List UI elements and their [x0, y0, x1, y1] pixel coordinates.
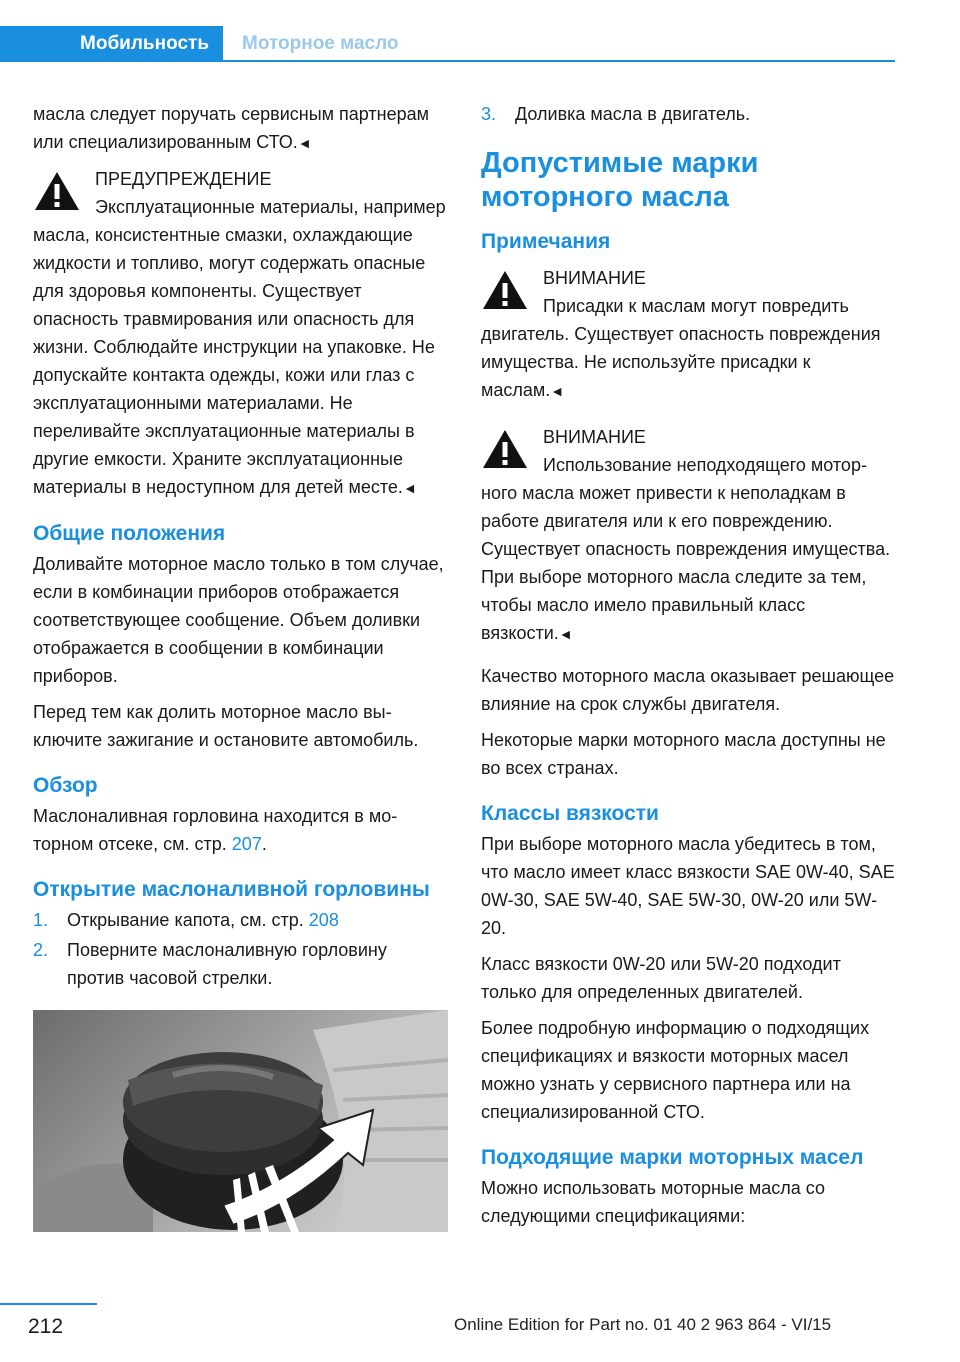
general-paragraph-1: Доливайте моторное масло только в том случае, если в комбинации приборов отображается соответствующее сообщение. Объем доливки отображается в сообщении в комбинации приборов. — [33, 554, 444, 686]
page-link-207[interactable]: 207 — [231, 834, 262, 854]
overview-paragraph: Маслоналивная горловина находится в моторном отсеке, см. стр. 207. — [33, 806, 398, 854]
header-rule — [223, 60, 895, 62]
quality-paragraph: Качество моторного масла оказывает решающее влияние на срок службы двигателя. — [481, 666, 895, 714]
caution-box — [481, 264, 896, 405]
chapter-tab[interactable]: Мобильность — [0, 26, 223, 62]
left-column — [33, 100, 448, 1232]
general-heading: Общие положения — [33, 522, 226, 545]
suitable-oils-paragraph: Можно использовать моторные масла со следующими спецификациями: — [481, 1178, 826, 1226]
section-tab[interactable]: Моторное масло — [242, 33, 399, 54]
intro-paragraph: масла следует поручать сервисным партнерам или специализированным СТО.◄ — [33, 104, 430, 152]
end-mark: ◄ — [558, 626, 573, 642]
warning-title: ПРЕДУПРЕЖДЕНИЕ — [95, 169, 272, 189]
caution-box — [481, 423, 896, 648]
warning-triangle-icon — [33, 169, 81, 213]
caution-title: ВНИМАНИЕ — [543, 268, 646, 288]
availability-paragraph: Некоторые марки моторного масла доступны не во всех странах. — [481, 730, 886, 778]
page-link-208[interactable]: 208 — [308, 910, 339, 930]
footer-rule — [0, 1303, 97, 1305]
list-number: 2. — [33, 940, 49, 960]
caution-text: Присадки к маслам могут повредить двигатель. Существует опасность повреждения имущества. Не используйте присадки к маслам. — [481, 296, 881, 400]
notes-heading: Примечания — [481, 230, 611, 253]
general-paragraph-2: Перед тем как долить моторное масло выключите зажигание и остановите автомобиль. — [33, 702, 419, 750]
section-heading: Допустимые марки моторного масла — [481, 147, 759, 213]
footer-edition: Online Edition for Part no. 01 40 2 963 864 - VI/15 — [454, 1315, 832, 1334]
viscosity-paragraph-2: Класс вязкости 0W-20 или 5W-20 подходит только для определенных двигателей. — [481, 954, 841, 1002]
end-mark: ◄ — [402, 480, 417, 496]
caution-text: Использование неподходящего моторного масла может привести к неполадкам в работе двигателя или к его повреждению. Существует опасность повреждения имущества. При выборе моторного масла следите за тем, чтобы масло имело правильный класс вязкости. — [481, 455, 891, 643]
viscosity-paragraph-1: При выборе моторного масла убедитесь в том, что масло имеет класс вязкости SAE 0W-40, SAE 0W-30, SAE 5W-40, SAE 5W-30, 0W-20 или 5W-20. — [481, 834, 895, 938]
opening-heading: Открытие маслоналивной горловины — [33, 878, 430, 901]
oil-filler-cap-photo — [33, 1010, 448, 1232]
warning-box — [33, 165, 448, 502]
warning-triangle-icon — [481, 268, 529, 312]
viscosity-paragraph-3: Более подробную информацию о подходящих спецификациях и вязкости моторных масел можно узнать у сервисного партнера или на специализированной СТО. — [481, 1018, 870, 1122]
list-number: 1. — [33, 910, 49, 930]
list-item: 2. Поверните маслоналивную горловину против часовой стрелки. — [33, 936, 448, 992]
list-item: 1. Открывание капота, см. стр. 208 — [33, 906, 448, 934]
right-column — [481, 100, 896, 1238]
list-number: 3. — [481, 104, 497, 124]
oil-filler-cap-illustration — [33, 1010, 448, 1232]
overview-heading: Обзор — [33, 774, 98, 797]
caution-title: ВНИМАНИЕ — [543, 427, 646, 447]
warning-text: Эксплуатационные материалы, например масла, консистентные смазки, охлаждающие жидкости и топливо, могут содержать опасные для здоровья компоненты. Существует опасность травмирования или опасность для жизни. Соблюдайте инструкции на упаковке. Не допускайте контакта одежды, кожи или глаз с эксплуатационными материалами. Не переливайте эксплуатационные материалы в другие емкости. Храните эксплуатационные материалы в недоступном для детей месте. — [33, 197, 446, 497]
warning-triangle-icon — [481, 427, 529, 471]
end-mark: ◄ — [297, 135, 312, 151]
page-header — [0, 26, 895, 62]
end-mark: ◄ — [550, 383, 565, 399]
page-number: 212 — [28, 1315, 64, 1338]
viscosity-heading: Классы вязкости — [481, 802, 659, 825]
suitable-oils-heading: Подходящие марки моторных масел — [481, 1146, 864, 1169]
list-item: 3. Доливка масла в двигатель. — [481, 100, 896, 128]
